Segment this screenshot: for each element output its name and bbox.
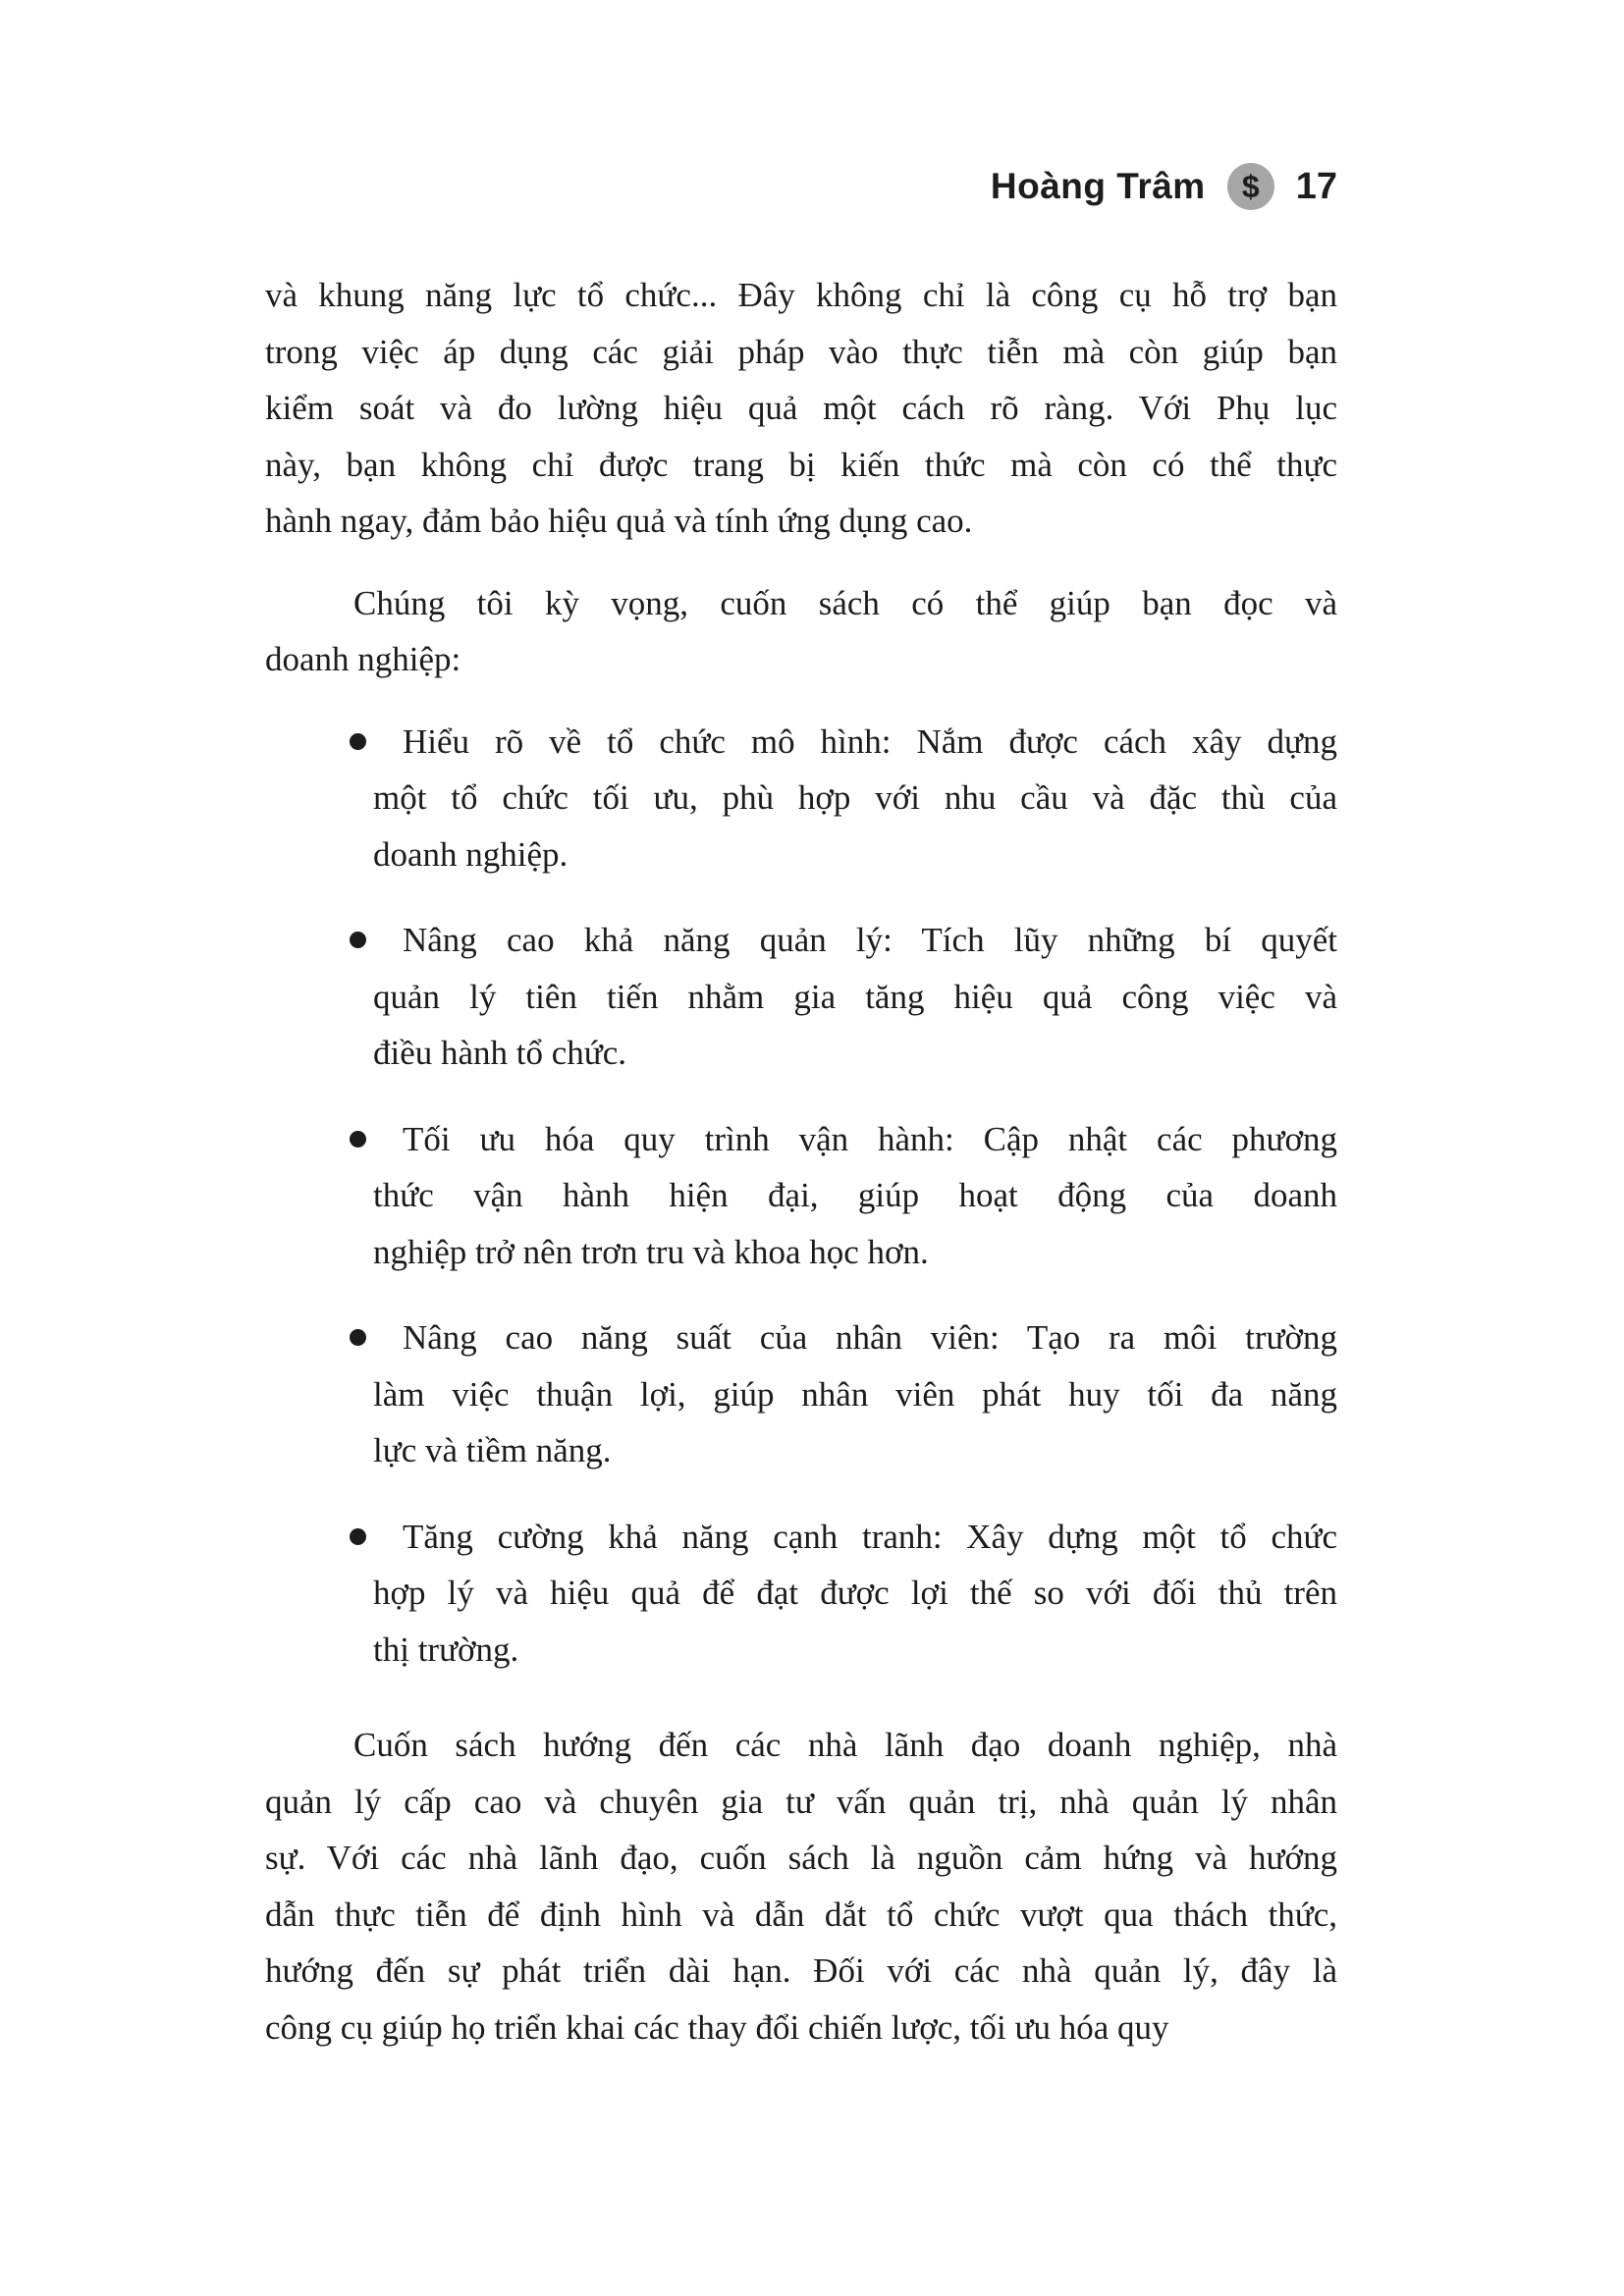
bullet-text [373, 714, 1337, 883]
text-line: doanh nghiệp. [373, 834, 568, 874]
text-line: nghiệp trở nên trơn tru và khoa học hơn. [373, 1232, 929, 1271]
text-line: doanh nghiệp: [265, 640, 461, 678]
text-line: hợp lý và hiệu quả để đạt được lợi thế so với đối thủ trên [373, 1574, 1337, 1612]
bullet-icon [350, 733, 366, 750]
paragraph [265, 267, 1337, 550]
text-line: Chúng tôi kỳ vọng, cuốn sách có thể giúp bạn đọc và [353, 583, 1337, 622]
text-line: một tổ chức tối ưu, phù hợp với nhu cầu và đặc thù của [373, 778, 1337, 817]
text-line: hành ngay, đảm bảo hiệu quả và tính ứng dụng cao. [265, 502, 973, 540]
page-header [265, 157, 1337, 216]
text-line: và khung năng lực tổ chức... Đây không chỉ là công cụ hỗ trợ bạn [265, 276, 1337, 314]
text-line: Nâng cao khả năng quản lý: Tích lũy những bí quyết [403, 921, 1337, 959]
bullet-icon [350, 1131, 366, 1148]
bullet-item [265, 1509, 1337, 1679]
text-line: quản lý cấp cao và chuyên gia tư vấn quản trị, nhà quản lý nhân [265, 1782, 1337, 1821]
page-content [265, 267, 1337, 2081]
bullet-icon [350, 1329, 366, 1346]
text-line: thức vận hành hiện đại, giúp hoạt động của doanh [373, 1176, 1337, 1214]
paragraph [265, 1717, 1337, 2056]
bullet-icon [350, 932, 366, 948]
text-line: Nâng cao năng suất của nhân viên: Tạo ra môi trường [403, 1318, 1337, 1357]
text-line: điều hành tổ chức. [373, 1034, 627, 1072]
running-head-author: Hoàng Trâm [990, 166, 1206, 206]
text-line: sự. Với các nhà lãnh đạo, cuốn sách là nguồn cảm hứng và hướng [265, 1839, 1337, 1877]
paragraph [265, 575, 1337, 688]
bullet-item [265, 912, 1337, 1082]
bullet-icon [350, 1528, 366, 1545]
text-line: thị trường. [373, 1629, 519, 1669]
text-line: dẫn thực tiễn để định hình và dẫn dắt tổ chức vượt qua thách thức, [265, 1895, 1337, 1934]
text-line: Cuốn sách hướng đến các nhà lãnh đạo doanh nghiệp, nhà [353, 1726, 1337, 1764]
text-line: kiểm soát và đo lường hiệu quả một cách rõ ràng. Với Phụ lục [265, 389, 1337, 427]
bullet-item [265, 714, 1337, 883]
bullet-text [373, 1309, 1337, 1479]
text-line: này, bạn không chỉ được trang bị kiến thức mà còn có thể thực [265, 445, 1337, 484]
bullet-item [265, 1111, 1337, 1281]
text-line: Tối ưu hóa quy trình vận hành: Cập nhật các phương [403, 1119, 1337, 1158]
bullet-text [373, 1509, 1337, 1679]
text-line: quản lý tiên tiến nhằm gia tăng hiệu quả công việc và [373, 977, 1337, 1016]
bullet-item [265, 1309, 1337, 1479]
page-number: 17 [1295, 165, 1337, 207]
bullet-text [373, 1111, 1337, 1281]
text-line: Hiểu rõ về tổ chức mô hình: Nắm được cách xây dựng [403, 721, 1337, 761]
text-line: trong việc áp dụng các giải pháp vào thực tiễn mà còn giúp bạn [265, 332, 1337, 371]
text-line: Tăng cường khả năng cạnh tranh: Xây dựng một tổ chức [403, 1517, 1337, 1556]
text-line: hướng đến sự phát triển dài hạn. Đối với các nhà quản lý, đây là [265, 1951, 1337, 1990]
bullet-text [373, 912, 1337, 1082]
text-line: công cụ giúp họ triển khai các thay đổi chiến lược, tối ưu hóa quy [265, 2007, 1169, 2047]
dollar-badge-icon [1227, 163, 1274, 210]
text-line: làm việc thuận lợi, giúp nhân viên phát huy tối đa năng [373, 1374, 1337, 1414]
text-line: lực và tiềm năng. [373, 1431, 612, 1469]
dollar-symbol: $ [1241, 168, 1260, 204]
